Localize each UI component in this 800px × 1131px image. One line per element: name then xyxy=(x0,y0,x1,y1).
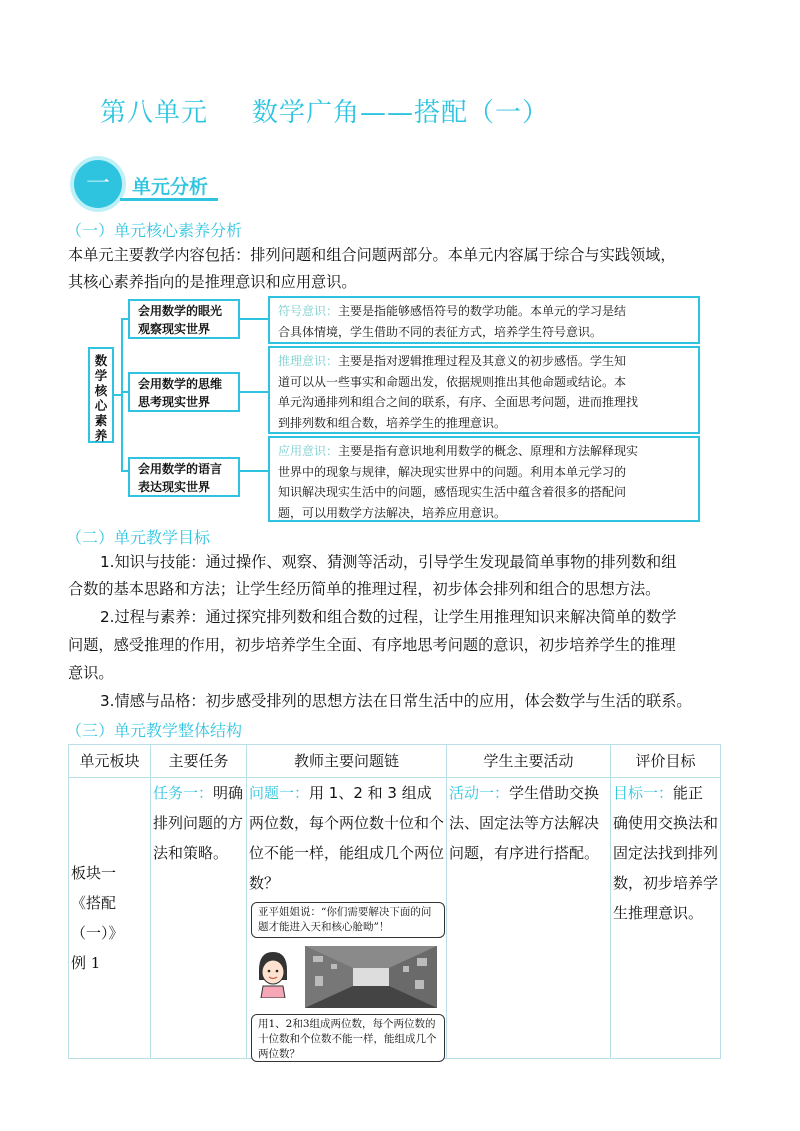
goal-2-line-1: 2.过程与素养：通过探究排列数和组合数的过程，让学生用推理知识来解决简单的数学 xyxy=(100,608,677,626)
block-line: （一）》 xyxy=(71,924,124,942)
term-label: 应用意识： xyxy=(278,444,339,458)
activity-tag: 活动一： xyxy=(449,784,510,802)
intro-line-2: 其核心素养指向的是推理意识和应用意识。 xyxy=(68,273,357,291)
task-text: 明确排列问题的方法和策略。 xyxy=(153,784,244,862)
core-literacy-root-box xyxy=(88,347,114,443)
goal-3-line-1: 3.情感与品格：初步感受排列的思想方法在日常生活中的应用，体会数学与生活的联系。 xyxy=(100,692,692,710)
block-line: 板块一 xyxy=(71,864,117,882)
block-cell xyxy=(69,778,151,1059)
root-char: 核 xyxy=(94,383,108,398)
branch-label-line: 表达现实世界 xyxy=(138,480,211,494)
table-header: 单元板块 xyxy=(69,745,151,778)
symbol-sense-box xyxy=(268,296,700,344)
section-title: 单元分析 xyxy=(132,176,209,198)
intro-line-1: 本单元主要教学内容包括：排列问题和组合问题两部分。本单元内容属于综合与实践领域， xyxy=(68,246,676,264)
branch-label-line: 观察现实世界 xyxy=(138,322,211,336)
desc-line: 合具体情境，学生借助不同的表征方式，培养学生符号意识。 xyxy=(278,324,603,339)
desc-text: 主要是指有意识地利用数学的概念、原理和方法解释现实 xyxy=(338,444,639,458)
connector xyxy=(240,318,268,320)
desc-line xyxy=(278,301,690,322)
question-tag: 问题一： xyxy=(249,784,310,802)
table-header: 主要任务 xyxy=(151,745,247,778)
activity-text: 学生借助交换法、固定法等方法解决问题，有序进行搭配。 xyxy=(449,784,600,862)
section-number-badge: 一 xyxy=(74,160,122,208)
root-char: 数 xyxy=(94,353,108,368)
subsection-1-title: （一）单元核心素养分析 xyxy=(66,221,243,240)
subsection-3-title: （三）单元教学整体结构 xyxy=(66,721,243,740)
desc-text: 主要是指对逻辑推理过程及其意义的初步感悟。学生知 xyxy=(338,354,627,368)
goal-tag: 目标一： xyxy=(613,784,674,802)
desc-line xyxy=(278,441,690,462)
girl-character-icon xyxy=(253,948,293,998)
desc-line: 题，可以用数学方法解决，培养应用意识。 xyxy=(278,505,507,520)
goal-2-line-2: 问题，感受推理的作用，初步培养学生全面、有序地思考问题的意识，初步培养学生的推理 xyxy=(68,636,676,654)
task-tag: 任务一： xyxy=(153,784,214,802)
root-char: 素 xyxy=(94,413,108,428)
desc-text: 主要是指能够感悟符号的数学功能。本单元的学习是结 xyxy=(338,304,627,318)
branch-label-box xyxy=(128,457,240,497)
goal-2-line-3: 意识。 xyxy=(68,664,114,682)
branch-label-line: 会用数学的眼光 xyxy=(138,304,223,318)
table-row xyxy=(69,778,721,1059)
root-char: 心 xyxy=(94,398,108,413)
desc-line: 到排列数和组合数，培养学生的推理意识。 xyxy=(278,415,507,430)
table-header: 教师主要问题链 xyxy=(247,745,447,778)
space-station-photo xyxy=(305,946,437,1008)
page-title xyxy=(100,92,549,129)
connector xyxy=(240,470,268,472)
goal-cell xyxy=(611,778,721,1059)
desc-line: 世界中的现象与规律，解决现实世界中的问题。利用本单元学习的 xyxy=(278,464,627,479)
root-char: 学 xyxy=(94,368,108,383)
block-line: 例 1 xyxy=(71,954,101,972)
term-label: 符号意识： xyxy=(278,304,339,318)
table-header: 评价目标 xyxy=(611,745,721,778)
reasoning-sense-box xyxy=(268,346,700,434)
question-text: 用 1、2 和 3 组成两位数，每个两位数十位和个位不能一样，能组成几个两位数？ xyxy=(249,784,445,892)
unit-topic: 数学广角——搭配（一） xyxy=(252,98,550,128)
desc-line: 道可以从一些事实和命题出发，依据规则推出其他命题或结论。本 xyxy=(278,374,627,389)
application-sense-box xyxy=(268,436,700,522)
problem-bubble: 用1、2和3组成两位数，每个两位数的十位数和个位数不能一样，能组成几个两位数？ xyxy=(251,1014,445,1062)
connector xyxy=(240,391,268,393)
desc-line: 知识解决现实生活中的问题，感悟现实生活中蕴含着很多的搭配问 xyxy=(278,485,627,499)
activity-cell xyxy=(447,778,611,1059)
table-header: 学生主要活动 xyxy=(447,745,611,778)
question-cell xyxy=(247,778,447,1059)
table-header-row xyxy=(69,745,721,778)
section-underline xyxy=(120,198,218,201)
connector xyxy=(121,318,123,471)
task-cell xyxy=(151,778,247,1059)
goal-1-line-1: 1.知识与技能：通过操作、观察、猜测等活动，引导学生发现最简单事物的排列数和组 xyxy=(100,553,677,571)
branch-label-line: 会用数学的语言 xyxy=(138,462,223,476)
unit-number: 第八单元 xyxy=(100,98,209,128)
goal-text: 能正确使用交换法和固定法找到排列数，初步培养学生推理意识。 xyxy=(613,784,719,922)
branch-label-box xyxy=(128,299,240,339)
subsection-2-title: （二）单元教学目标 xyxy=(66,528,211,547)
root-char: 养 xyxy=(94,428,108,443)
term-label: 推理意识： xyxy=(278,354,339,368)
speech-bubble: 亚平姐姐说：“你们需要解决下面的问题才能进入天和核心舱呦”！ xyxy=(251,902,445,938)
structure-table xyxy=(68,744,721,1059)
branch-label-line: 会用数学的思维 xyxy=(138,377,223,391)
branch-label-box xyxy=(128,372,240,412)
goal-1-line-2: 合数的基本思路和方法；让学生经历简单的推理过程，初步体会排列和组合的思想方法。 xyxy=(68,580,661,598)
desc-line: 单元沟通排列和组合之间的联系，有序、全面思考问题，进而推理找 xyxy=(278,395,639,409)
desc-line xyxy=(278,351,690,372)
illustration xyxy=(249,902,444,1058)
block-line: 《搭配 xyxy=(71,894,117,912)
branch-label-line: 思考现实世界 xyxy=(138,395,211,409)
